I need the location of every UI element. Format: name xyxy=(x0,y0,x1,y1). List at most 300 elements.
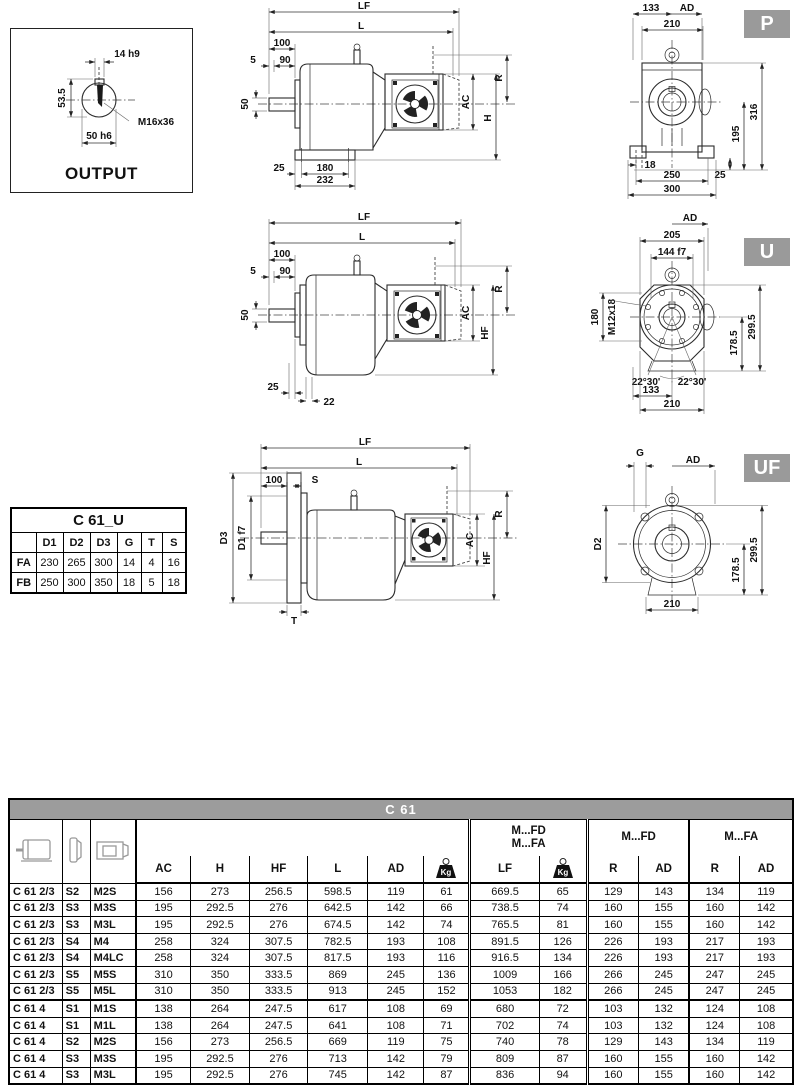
model-cell: C 61 2/3 xyxy=(9,983,62,1000)
value-cell: 138 xyxy=(136,1000,190,1017)
header-group-row xyxy=(9,820,793,857)
dim-angle-left: 22°30' xyxy=(631,377,661,388)
dim-180: 180 xyxy=(590,308,601,326)
value-cell: 142 xyxy=(740,917,793,934)
u-table-header-row xyxy=(11,533,186,553)
u-table-title: C 61_U xyxy=(11,508,186,533)
value-cell: 4 xyxy=(141,553,162,573)
drawing-p-side xyxy=(240,2,520,202)
gearbox-icon xyxy=(9,820,62,884)
shaft-section xyxy=(66,67,135,117)
value-cell: 94 xyxy=(539,1067,587,1084)
value-cell: 230 xyxy=(36,553,63,573)
dim-ac: AC xyxy=(465,532,476,548)
corner-cell xyxy=(11,533,36,553)
value-cell: 276 xyxy=(250,1050,308,1067)
col-header: D1 xyxy=(36,533,63,553)
value-cell: 258 xyxy=(136,950,190,967)
value-cell: 108 xyxy=(740,1000,793,1017)
size-cell: S3 xyxy=(62,1067,90,1084)
group-header-mfd-mfa xyxy=(470,820,587,857)
dim-ac: AC xyxy=(461,94,472,110)
value-cell: 350 xyxy=(190,966,249,983)
dim-l: L xyxy=(358,232,366,243)
table-row xyxy=(9,1050,793,1067)
value-cell: 129 xyxy=(587,883,638,900)
drawing-u-front xyxy=(590,211,802,423)
table-row xyxy=(9,1000,793,1017)
value-cell: 16 xyxy=(162,553,186,573)
view-label-p: P xyxy=(744,10,790,38)
value-cell: 160 xyxy=(587,1050,638,1067)
u-table-title-row xyxy=(11,508,186,533)
value-cell: 333.5 xyxy=(250,983,308,1000)
dim-angle-right: 22°30' xyxy=(677,377,707,388)
value-cell: 18 xyxy=(117,573,141,594)
value-cell: 156 xyxy=(136,883,190,900)
table-row xyxy=(11,573,186,594)
drawing-uf-side xyxy=(195,438,525,628)
fan-icon xyxy=(403,91,428,117)
dim-180: 180 xyxy=(316,163,334,174)
value-cell: 119 xyxy=(740,1034,793,1051)
table-row xyxy=(9,1017,793,1034)
model-cell: C 61 2/3 xyxy=(9,883,62,900)
value-cell: 273 xyxy=(190,1034,249,1051)
table-title: C 61 xyxy=(9,799,793,820)
value-cell: 264 xyxy=(190,1017,249,1034)
value-cell: 160 xyxy=(689,900,739,917)
drawing-u-side xyxy=(240,213,520,418)
dim-178-5: 178.5 xyxy=(729,330,740,356)
dim-r: R xyxy=(494,285,505,293)
dim-g: G xyxy=(636,448,644,459)
value-cell: 193 xyxy=(368,933,424,950)
dim-100: 100 xyxy=(273,249,291,260)
value-cell: 245 xyxy=(740,966,793,983)
value-cell: 256.5 xyxy=(250,883,308,900)
table-row xyxy=(9,883,793,900)
value-cell: 155 xyxy=(638,1050,689,1067)
value-cell: 142 xyxy=(368,1067,424,1084)
table-row xyxy=(11,553,186,573)
dim-ad: AD xyxy=(685,455,701,466)
value-cell: 103 xyxy=(587,1017,638,1034)
group-header-mfa: M...FA xyxy=(689,820,793,857)
value-cell: 155 xyxy=(638,1067,689,1084)
value-cell: 310 xyxy=(136,966,190,983)
drawing-uf-front xyxy=(590,442,802,627)
table-row xyxy=(9,1067,793,1084)
value-cell: 195 xyxy=(136,917,190,934)
value-cell: 155 xyxy=(638,900,689,917)
value-cell: 108 xyxy=(368,1000,424,1017)
dim-299-5: 299.5 xyxy=(747,314,758,340)
value-cell: 680 xyxy=(470,1000,539,1017)
housing-outline xyxy=(630,261,720,383)
value-cell: 143 xyxy=(638,883,689,900)
value-cell: 124 xyxy=(689,1000,739,1017)
value-cell: 247.5 xyxy=(250,1000,308,1017)
dimensions xyxy=(240,212,512,408)
value-cell: 156 xyxy=(136,1034,190,1051)
dim-d1: D1 f7 xyxy=(237,525,248,551)
value-cell: 836 xyxy=(470,1067,539,1084)
value-cell: 152 xyxy=(424,983,470,1000)
col-header: D2 xyxy=(63,533,90,553)
value-cell: 324 xyxy=(190,933,249,950)
output-shaft-drawing xyxy=(11,29,191,159)
value-cell: 142 xyxy=(368,917,424,934)
col-header-ad: AD xyxy=(368,856,424,883)
col-header-ad1: AD xyxy=(638,856,689,883)
dim-300: 300 xyxy=(663,184,681,195)
value-cell: 103 xyxy=(587,1000,638,1017)
dim-thread: M16x36 xyxy=(137,117,175,128)
dim-m12x18: M12x18 xyxy=(607,298,618,336)
motor-icon xyxy=(90,820,136,884)
value-cell: 142 xyxy=(740,1067,793,1084)
table-row xyxy=(9,933,793,950)
value-cell: 245 xyxy=(368,983,424,1000)
motor-cell: M1L xyxy=(90,1017,136,1034)
dimensions xyxy=(240,1,512,190)
model-cell: C 61 4 xyxy=(9,1067,62,1084)
table-row xyxy=(9,917,793,934)
value-cell: 324 xyxy=(190,950,249,967)
value-cell: 160 xyxy=(689,1067,739,1084)
value-cell: 69 xyxy=(424,1000,470,1017)
motor-cell: M3L xyxy=(90,1067,136,1084)
dim-25b: 25 xyxy=(714,170,726,181)
value-cell: 782.5 xyxy=(308,933,368,950)
value-cell: 256.5 xyxy=(250,1034,308,1051)
dim-250: 250 xyxy=(663,170,681,181)
value-cell: 166 xyxy=(539,966,587,983)
fan-icon xyxy=(418,528,441,552)
col-header-r2: R xyxy=(689,856,739,883)
size-cell: S3 xyxy=(62,1050,90,1067)
value-cell: 333.5 xyxy=(250,966,308,983)
value-cell: 136 xyxy=(424,966,470,983)
value-cell: 245 xyxy=(638,966,689,983)
model-cell: C 61 2/3 xyxy=(9,933,62,950)
motor-cell: M3L xyxy=(90,917,136,934)
value-cell: 292.5 xyxy=(190,1067,249,1084)
value-cell: 300 xyxy=(90,553,117,573)
value-cell: 193 xyxy=(740,950,793,967)
group-line-2: M...FA xyxy=(511,838,546,850)
value-cell: 292.5 xyxy=(190,917,249,934)
motor-cell: M4 xyxy=(90,933,136,950)
dim-lf: LF xyxy=(358,437,372,448)
value-cell: 66 xyxy=(424,900,470,917)
size-cell: S5 xyxy=(62,966,90,983)
value-cell: 108 xyxy=(740,1017,793,1034)
row-label: FB xyxy=(11,573,36,594)
value-cell: 5 xyxy=(141,573,162,594)
group-header-mfd: M...FD xyxy=(587,820,689,857)
value-cell: 134 xyxy=(689,1034,739,1051)
dim-210: 210 xyxy=(663,19,681,30)
size-cell: S3 xyxy=(62,900,90,917)
dim-50: 50 xyxy=(240,309,251,321)
table-row xyxy=(9,983,793,1000)
value-cell: 869 xyxy=(308,966,368,983)
size-cell: S5 xyxy=(62,983,90,1000)
weight-kg-icon xyxy=(424,856,470,883)
dim-133: 133 xyxy=(642,3,660,14)
col-header: G xyxy=(117,533,141,553)
value-cell: 276 xyxy=(250,917,308,934)
value-cell: 142 xyxy=(740,1050,793,1067)
value-cell: 124 xyxy=(689,1017,739,1034)
dim-hf: HF xyxy=(482,551,493,565)
motor-cell: M3S xyxy=(90,900,136,917)
value-cell: 119 xyxy=(740,883,793,900)
dim-h: H xyxy=(483,114,494,122)
value-cell: 72 xyxy=(539,1000,587,1017)
value-cell: 87 xyxy=(424,1067,470,1084)
u-table-body xyxy=(11,553,186,594)
value-cell: 142 xyxy=(740,900,793,917)
value-cell: 669 xyxy=(308,1034,368,1051)
dim-50: 50 xyxy=(240,98,251,110)
table-row xyxy=(9,1034,793,1051)
dim-90: 90 xyxy=(279,266,291,277)
value-cell: 264 xyxy=(190,1000,249,1017)
value-cell: 78 xyxy=(539,1034,587,1051)
value-cell: 245 xyxy=(638,983,689,1000)
motor-cell: M2S xyxy=(90,883,136,900)
value-cell: 195 xyxy=(136,900,190,917)
dim-r: R xyxy=(494,74,505,82)
value-cell: 745 xyxy=(308,1067,368,1084)
size-cell: S2 xyxy=(62,883,90,900)
value-cell: 79 xyxy=(424,1050,470,1067)
size-cell: S1 xyxy=(62,1017,90,1034)
dim-shaft: 50 h6 xyxy=(86,131,112,142)
dim-22: 22 xyxy=(323,397,335,408)
dim-ad: AD xyxy=(682,213,698,224)
table-row xyxy=(9,900,793,917)
size-cell: S4 xyxy=(62,933,90,950)
dim-133: 133 xyxy=(642,385,660,396)
dim-l: L xyxy=(355,457,363,468)
col-header: T xyxy=(141,533,162,553)
col-header-l: L xyxy=(308,856,368,883)
value-cell: 193 xyxy=(638,950,689,967)
dim-d3: D3 xyxy=(219,531,230,545)
value-cell: 276 xyxy=(250,900,308,917)
value-cell: 913 xyxy=(308,983,368,1000)
col-header: S xyxy=(162,533,186,553)
col-header-lf: LF xyxy=(470,856,539,883)
flange-size-table xyxy=(10,507,187,594)
motor-cell: M5S xyxy=(90,966,136,983)
dim-t: T xyxy=(290,616,298,627)
col-header-ac: AC xyxy=(136,856,190,883)
value-cell: 155 xyxy=(638,917,689,934)
dim-144: 144 f7 xyxy=(657,247,687,258)
value-cell: 598.5 xyxy=(308,883,368,900)
table-row xyxy=(9,966,793,983)
weight-kg-icon xyxy=(539,856,587,883)
value-cell: 119 xyxy=(368,883,424,900)
col-header-ad2: AD xyxy=(740,856,793,883)
value-cell: 641 xyxy=(308,1017,368,1034)
dim-s: S xyxy=(311,475,319,486)
dim-232: 232 xyxy=(316,175,334,186)
value-cell: 713 xyxy=(308,1050,368,1067)
value-cell: 134 xyxy=(689,883,739,900)
col-header-h: H xyxy=(190,856,249,883)
value-cell: 669.5 xyxy=(470,883,539,900)
value-cell: 247.5 xyxy=(250,1017,308,1034)
value-cell: 265 xyxy=(63,553,90,573)
dim-lf: LF xyxy=(357,212,371,223)
dim-299-5: 299.5 xyxy=(749,537,760,563)
value-cell: 226 xyxy=(587,950,638,967)
value-cell: 245 xyxy=(368,966,424,983)
value-cell: 195 xyxy=(136,1067,190,1084)
value-cell: 617 xyxy=(308,1000,368,1017)
motor-cell: M3S xyxy=(90,1050,136,1067)
value-cell: 75 xyxy=(424,1034,470,1051)
group-line-1: M...FD xyxy=(511,824,546,837)
value-cell: 74 xyxy=(539,1017,587,1034)
value-cell: 1009 xyxy=(470,966,539,983)
dim-25: 25 xyxy=(273,163,285,174)
value-cell: 119 xyxy=(368,1034,424,1051)
value-cell: 702 xyxy=(470,1017,539,1034)
value-cell: 247 xyxy=(689,966,739,983)
value-cell: 81 xyxy=(539,917,587,934)
motor-cell: M2S xyxy=(90,1034,136,1051)
table-row xyxy=(9,950,793,967)
value-cell: 182 xyxy=(539,983,587,1000)
col-header: D3 xyxy=(90,533,117,553)
dim-18: 18 xyxy=(644,160,656,171)
value-cell: 250 xyxy=(36,573,63,594)
value-cell: 132 xyxy=(638,1017,689,1034)
main-table-body xyxy=(9,883,793,1084)
model-cell: C 61 2/3 xyxy=(9,917,62,934)
dim-key: 14 h9 xyxy=(114,49,140,60)
dim-hf: HF xyxy=(480,326,491,340)
value-cell: 916.5 xyxy=(470,950,539,967)
dim-ad: AD xyxy=(679,3,695,14)
dim-100: 100 xyxy=(265,475,283,486)
value-cell: 61 xyxy=(424,883,470,900)
dim-100: 100 xyxy=(273,38,291,49)
value-cell: 143 xyxy=(638,1034,689,1051)
dim-90: 90 xyxy=(279,55,291,66)
table-title-row xyxy=(9,799,793,820)
motor-cell: M4LC xyxy=(90,950,136,967)
value-cell: 266 xyxy=(587,983,638,1000)
value-cell: 300 xyxy=(63,573,90,594)
value-cell: 116 xyxy=(424,950,470,967)
value-cell: 71 xyxy=(424,1017,470,1034)
model-cell: C 61 4 xyxy=(9,1000,62,1017)
svg-text:Kg: Kg xyxy=(441,867,452,877)
value-cell: 247 xyxy=(689,983,739,1000)
value-cell: 18 xyxy=(162,573,186,594)
row-label: FA xyxy=(11,553,36,573)
value-cell: 193 xyxy=(638,933,689,950)
dim-195: 195 xyxy=(731,125,742,143)
motor-cell: M1S xyxy=(90,1000,136,1017)
value-cell: 195 xyxy=(136,1050,190,1067)
model-cell: C 61 4 xyxy=(9,1034,62,1051)
value-cell: 129 xyxy=(587,1034,638,1051)
value-cell: 350 xyxy=(190,983,249,1000)
housing-outline xyxy=(630,40,722,168)
motor-cell: M5L xyxy=(90,983,136,1000)
value-cell: 74 xyxy=(539,900,587,917)
model-cell: C 61 2/3 xyxy=(9,966,62,983)
value-cell: 193 xyxy=(740,933,793,950)
dim-lf: LF xyxy=(357,1,371,12)
dim-210: 210 xyxy=(663,399,681,410)
value-cell: 809 xyxy=(470,1050,539,1067)
value-cell: 276 xyxy=(250,1067,308,1084)
value-cell: 307.5 xyxy=(250,933,308,950)
value-cell: 891.5 xyxy=(470,933,539,950)
dim-205: 205 xyxy=(663,230,681,241)
value-cell: 142 xyxy=(368,900,424,917)
value-cell: 160 xyxy=(587,900,638,917)
value-cell: 217 xyxy=(689,950,739,967)
value-cell: 138 xyxy=(136,1017,190,1034)
value-cell: 87 xyxy=(539,1050,587,1067)
value-cell: 765.5 xyxy=(470,917,539,934)
col-header-r1: R xyxy=(587,856,638,883)
value-cell: 217 xyxy=(689,933,739,950)
value-cell: 193 xyxy=(368,950,424,967)
dimensions xyxy=(590,213,766,414)
size-cell: S4 xyxy=(62,950,90,967)
size-cell: S3 xyxy=(62,917,90,934)
fan-icon xyxy=(405,302,430,328)
value-cell: 65 xyxy=(539,883,587,900)
dim-5: 5 xyxy=(250,266,256,277)
dim-210: 210 xyxy=(663,599,681,610)
value-cell: 160 xyxy=(587,1067,638,1084)
value-cell: 226 xyxy=(587,933,638,950)
value-cell: 642.5 xyxy=(308,900,368,917)
size-cell: S2 xyxy=(62,1034,90,1051)
dimensions xyxy=(593,448,768,614)
value-cell: 738.5 xyxy=(470,900,539,917)
value-cell: 142 xyxy=(368,1050,424,1067)
value-cell: 740 xyxy=(470,1034,539,1051)
model-cell: C 61 4 xyxy=(9,1050,62,1067)
value-cell: 273 xyxy=(190,883,249,900)
value-cell: 674.5 xyxy=(308,917,368,934)
svg-text:Kg: Kg xyxy=(557,867,569,877)
value-cell: 160 xyxy=(689,1050,739,1067)
header-spacer xyxy=(136,820,470,857)
view-label-u: U xyxy=(744,238,790,266)
col-header-hf: HF xyxy=(250,856,308,883)
dim-25: 25 xyxy=(267,382,279,393)
dim-height: 53.5 xyxy=(57,88,68,108)
value-cell: 126 xyxy=(539,933,587,950)
value-cell: 74 xyxy=(424,917,470,934)
view-label-uf: UF xyxy=(744,454,790,482)
